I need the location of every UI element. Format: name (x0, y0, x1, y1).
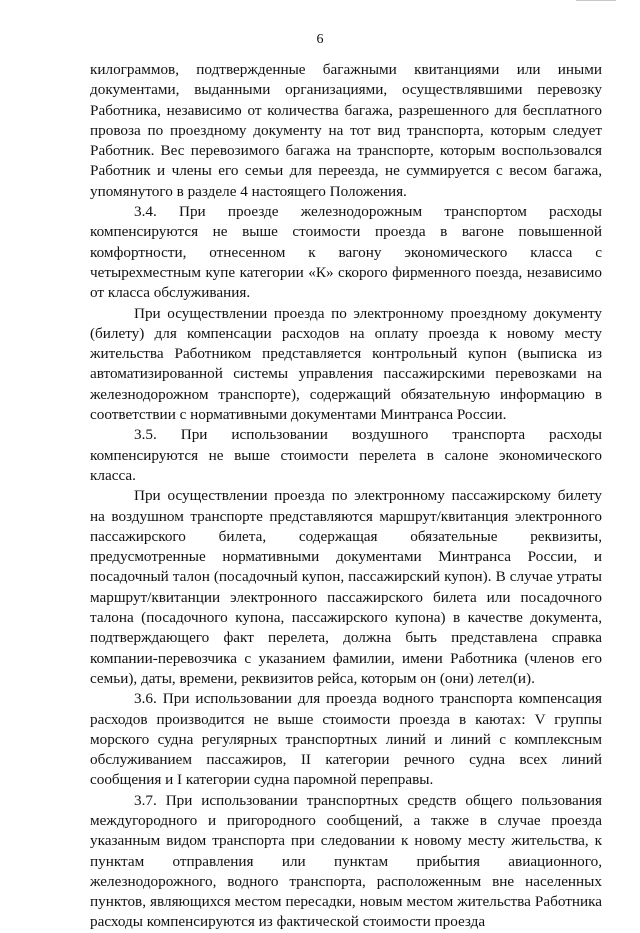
paragraph: При осуществлении проезда по электронному пассажирскому билету на воздушном транспорте представляются маршрут/квитанция электронного пассажирского билета, содержащая обязательные реквизиты, предусмотренные нормативными документами Минтранса России, и посадочный талон (посадочный купон, пассажирский купон). В случае утраты маршрут/квитанции электронного пассажирского билета или посадочного талона (посадочного купона, пассажирского купона) в качестве документа, подтверждающего факт перелета, должна быть представлена справка компании-перевозчика с указанием фамилии, имени Работника (членов его семьи), даты, времени, реквизитов рейса, которым он (они) летел(и). (90, 487, 602, 687)
paragraph: килограммов, подтвержденные багажными квитанциями или иными документами, выданными организациями, осуществлявшими перевозку Работника, независимо от количества багажа, разрешенного для бесплатного провоза по проездному документу на тот вид транспорта, которым следует Работник. Вес перевозимого багажа на транспорте, которым воспользовался Работник и члены его семьи для переезда, не суммируется с весом багажа, упомянутого в разделе 4 настоящего Положения. (90, 61, 602, 200)
paragraph: 3.7. При использовании транспортных средств общего пользования междугородного и пригородного сообщений, а также в случае проезда указанным видом транспорта при следовании к новому месту жительства, к пунктам отправления или пунктам прибытия авиационного, железнодорожного, водного транспорта, расположенным вне населенных пунктов, являющихся местом пересадки, новым местом жительства Работника расходы компенсируются из фактической стоимости проезда (90, 791, 602, 931)
paragraph: 3.6. При использовании для проезда водного транспорта компенсация расходов производится не выше стоимости проезда в каютах: V группы морского судна регулярных транспортных линий и линий с комплексным обслуживанием пассажиров, II категории речного судна всех линий сообщения и I категории судна паромной переправы. (90, 690, 602, 789)
paragraph: При осуществлении проезда по электронному проездному документу (билету) для компенсации расходов на оплату проезда к новому месту жительства Работником представляется контрольный купон (выписка из автоматизированной системы управления пассажирскими перевозками на железнодорожном транспорте), содержащий обязательную информацию в соответствии с нормативными документами Минтранса России. (90, 304, 602, 424)
page-number: 6 (316, 32, 324, 47)
document-body (90, 60, 602, 933)
scan-edge-mark (576, 0, 616, 5)
paragraph: 3.5. При использовании воздушного транспорта расходы компенсируются не выше стоимости перелета в салоне экономического класса. (90, 426, 602, 484)
paragraph: 3.4. При проезде железнодорожным транспортом расходы компенсируются не выше стоимости проезда в вагоне повышенной комфортности, отнесенном к вагону экономического класса с четырехместным купе категории «К» скорого фирменного поезда, независимо от класса обслуживания. (90, 203, 602, 302)
